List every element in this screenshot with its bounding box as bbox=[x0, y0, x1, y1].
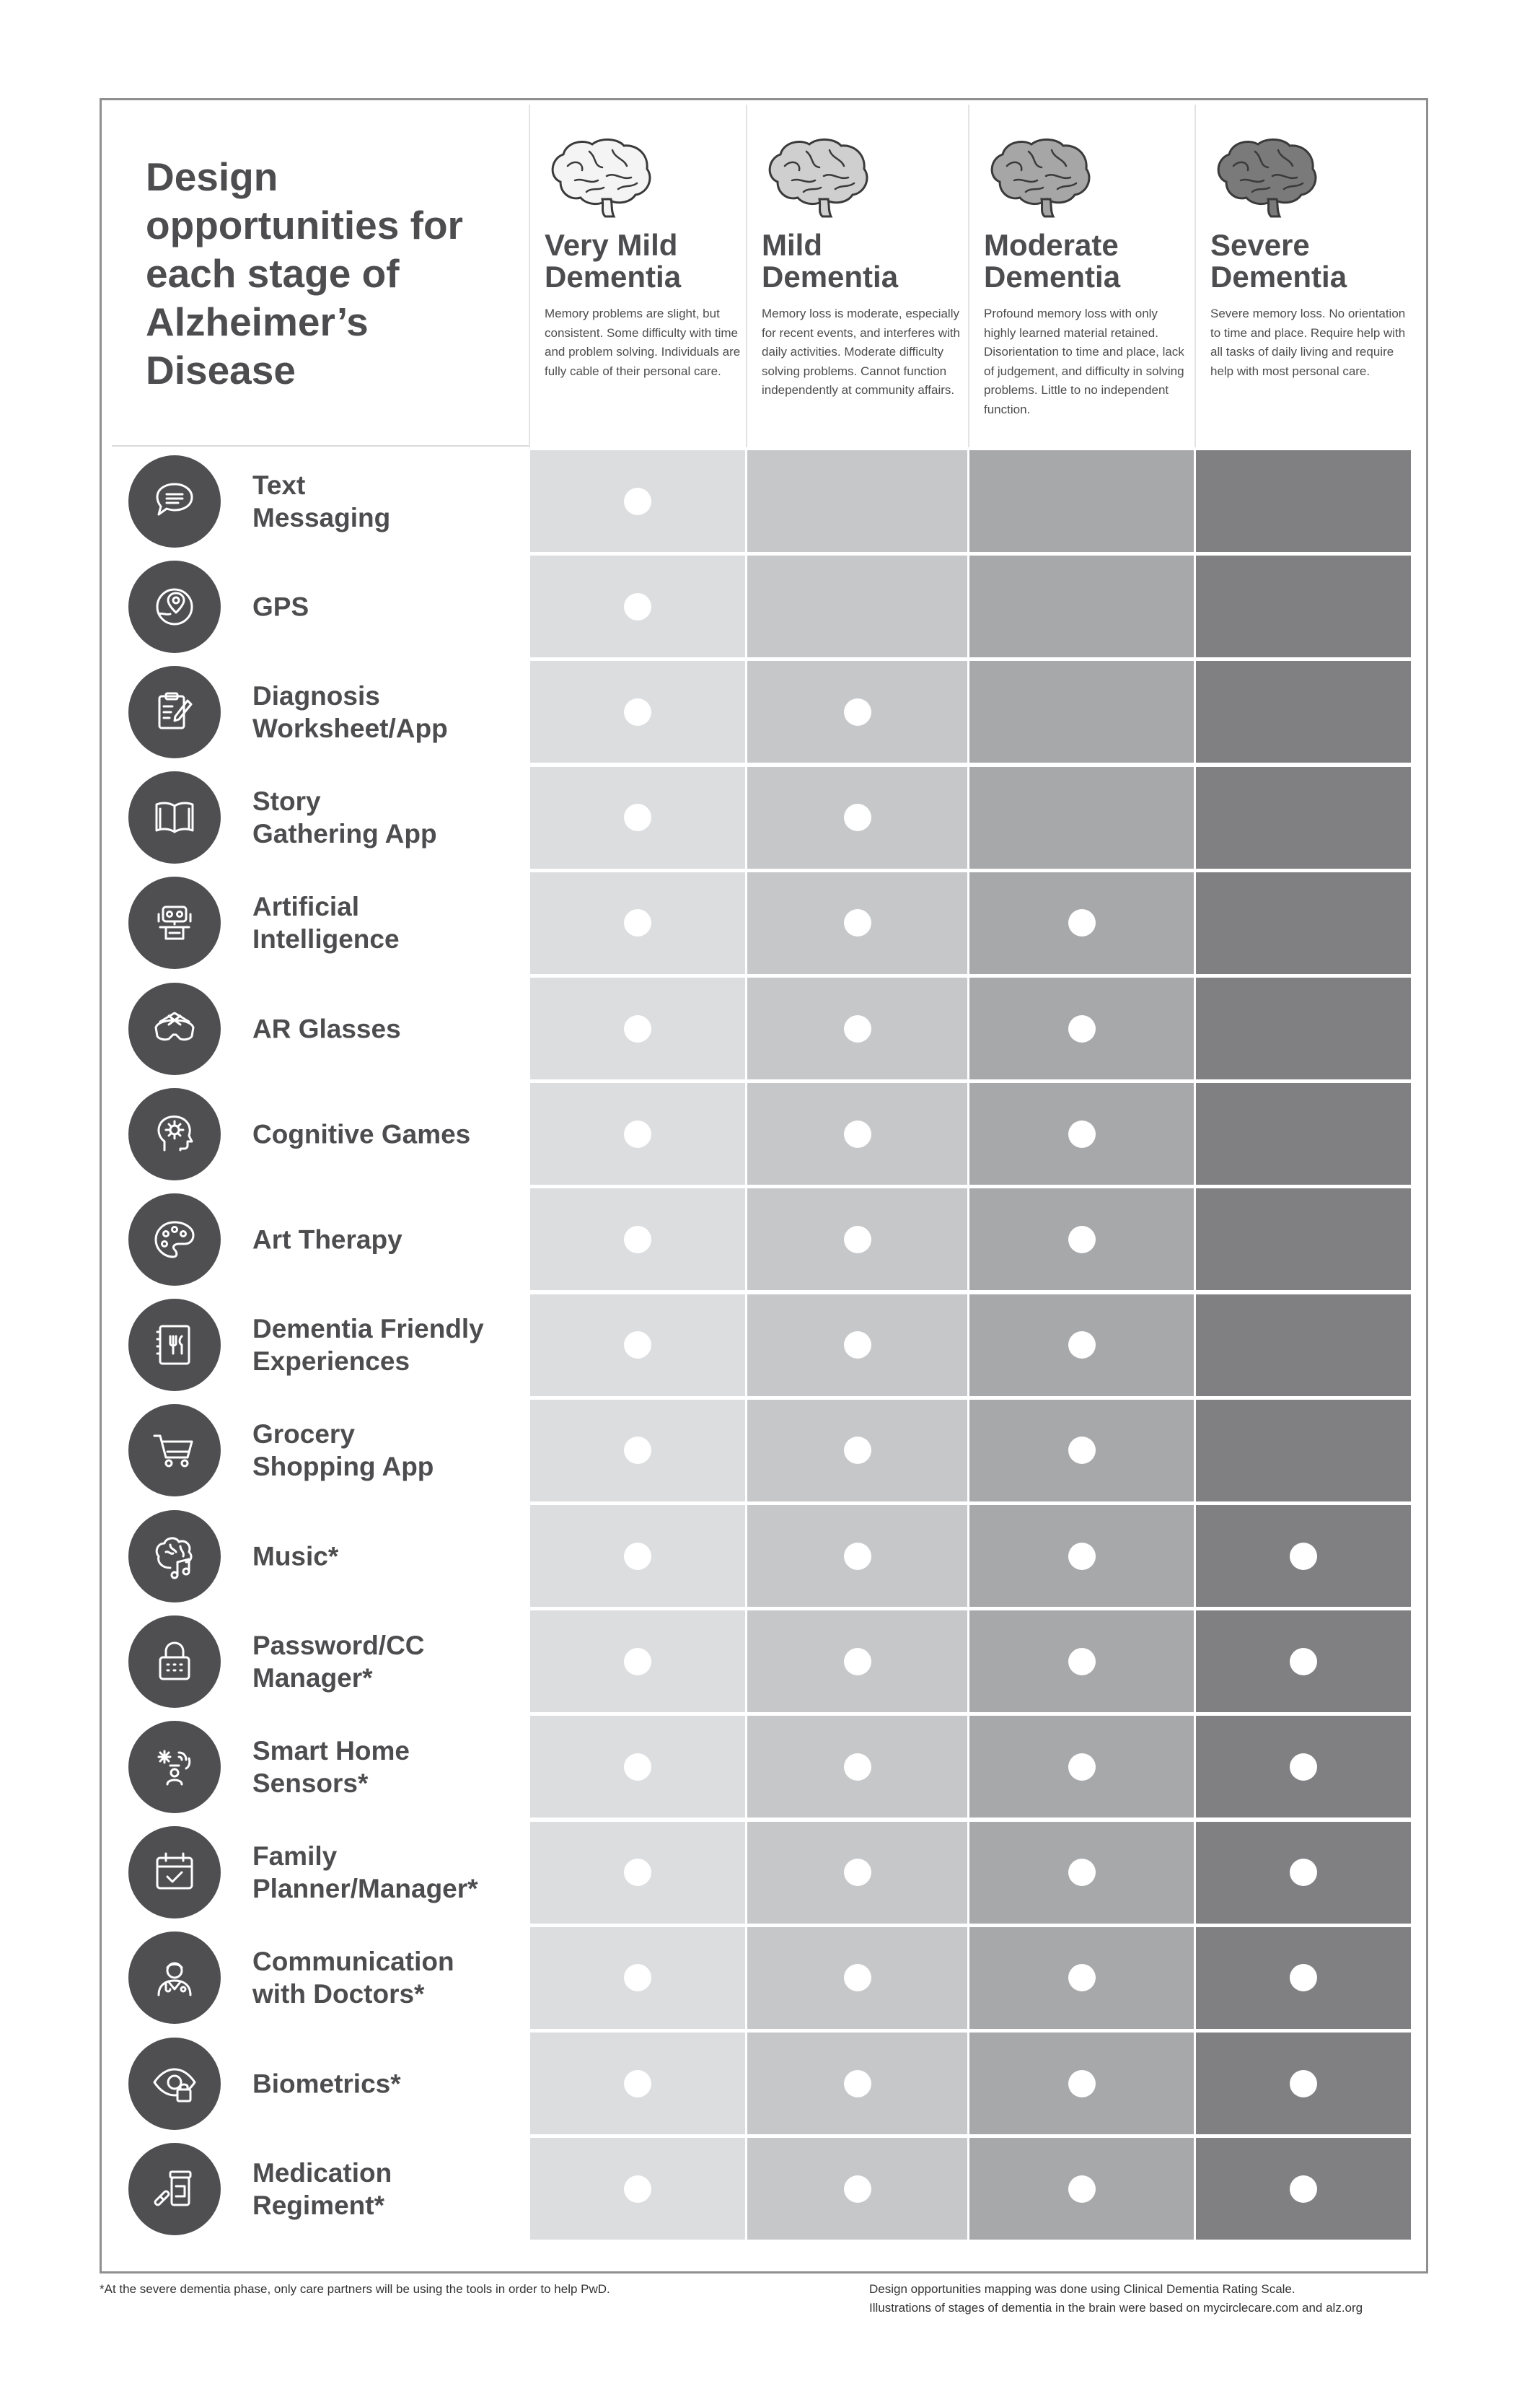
feature-icon-badge bbox=[128, 1193, 221, 1286]
eye-lock-icon bbox=[149, 2058, 201, 2110]
brain-icon bbox=[1212, 137, 1320, 218]
matrix-cell bbox=[1196, 1716, 1411, 1817]
applicable-dot bbox=[844, 1543, 871, 1570]
column-divider bbox=[1194, 105, 1196, 447]
feature-label: GPS bbox=[252, 592, 309, 622]
stage-description: Memory problems are slight, but consistent. Some difficulty with time and problem solving. Individuals are fully cable of their personal care. bbox=[545, 307, 741, 378]
robot-icon bbox=[149, 897, 201, 949]
matrix-cell bbox=[1196, 872, 1411, 974]
applicable-dot bbox=[1068, 2175, 1096, 2203]
applicable-dot bbox=[844, 2070, 871, 2097]
matrix-cell bbox=[1196, 767, 1411, 869]
applicable-dot bbox=[624, 2070, 651, 2097]
feature-icon-badge bbox=[128, 1088, 221, 1180]
applicable-dot bbox=[844, 1437, 871, 1464]
applicable-dot bbox=[844, 909, 871, 937]
matrix-cell bbox=[530, 872, 745, 974]
feature-label: Diagnosis Worksheet/App bbox=[252, 680, 448, 743]
shopping-cart-icon bbox=[149, 1424, 201, 1476]
feature-label: Communication with Doctors* bbox=[252, 1947, 454, 2009]
applicable-dot bbox=[1290, 1648, 1317, 1675]
feature-icon-badge bbox=[128, 561, 221, 653]
matrix-cell bbox=[747, 1822, 967, 1924]
matrix-cell bbox=[747, 1505, 967, 1607]
feature-label: Text Messaging bbox=[252, 470, 391, 532]
feature-icon-badge bbox=[128, 2038, 221, 2130]
applicable-dot bbox=[624, 1226, 651, 1253]
applicable-dot bbox=[624, 1437, 651, 1464]
matrix-cell bbox=[530, 1927, 745, 2029]
feature-label: Music* bbox=[252, 1541, 339, 1571]
feature-label: Story Gathering App bbox=[252, 786, 437, 849]
sensor-icon bbox=[149, 1741, 201, 1793]
matrix-cell bbox=[747, 1188, 967, 1290]
matrix-cell bbox=[969, 1294, 1194, 1396]
stage-name: Moderate Dementia bbox=[984, 228, 1121, 294]
matrix-cell bbox=[747, 1716, 967, 1817]
matrix-cell bbox=[530, 2033, 745, 2134]
matrix-cell bbox=[747, 978, 967, 1079]
applicable-dot bbox=[844, 1331, 871, 1359]
applicable-dot bbox=[624, 698, 651, 726]
matrix-cell bbox=[1196, 556, 1411, 657]
matrix-cell bbox=[530, 1822, 745, 1924]
feature-icon-badge bbox=[128, 983, 221, 1075]
applicable-dot bbox=[844, 1121, 871, 1148]
head-gear-icon bbox=[149, 1108, 201, 1160]
stage-description: Memory loss is moderate, especially for recent events, and interferes with daily activities. Moderate difficulty solving problems. Cannot function independently at community affairs. bbox=[762, 307, 960, 397]
matrix-cell bbox=[747, 661, 967, 763]
stage-name: Mild Dementia bbox=[762, 228, 899, 294]
matrix-cell bbox=[747, 450, 967, 552]
matrix-cell bbox=[747, 1083, 967, 1185]
matrix-cell bbox=[969, 661, 1194, 763]
matrix-cell bbox=[1196, 1927, 1411, 2029]
applicable-dot bbox=[1068, 1543, 1096, 1570]
applicable-dot bbox=[844, 2175, 871, 2203]
matrix-cell bbox=[530, 1505, 745, 1607]
matrix-cell bbox=[530, 1188, 745, 1290]
applicable-dot bbox=[1068, 1437, 1096, 1464]
column-divider bbox=[529, 105, 530, 447]
feature-icon-badge bbox=[128, 1299, 221, 1391]
stage-name: Severe Dementia bbox=[1210, 228, 1347, 294]
feature-label: Dementia Friendly Experiences bbox=[252, 1314, 484, 1377]
feature-icon-badge bbox=[128, 2143, 221, 2235]
matrix-cell bbox=[1196, 1822, 1411, 1924]
ar-glasses-icon bbox=[149, 1003, 201, 1055]
matrix-cell bbox=[1196, 2138, 1411, 2240]
matrix-cell bbox=[747, 1400, 967, 1501]
matrix-cell bbox=[747, 767, 967, 869]
matrix-cell bbox=[969, 2138, 1194, 2240]
matrix-cell bbox=[1196, 1505, 1411, 1607]
matrix-cell bbox=[747, 2033, 967, 2134]
doctor-icon bbox=[149, 1952, 201, 2004]
applicable-dot bbox=[624, 593, 651, 621]
matrix-cell bbox=[530, 978, 745, 1079]
applicable-dot bbox=[844, 1753, 871, 1781]
matrix-cell bbox=[530, 661, 745, 763]
matrix-cell bbox=[969, 978, 1194, 1079]
applicable-dot bbox=[844, 804, 871, 831]
footnote-source-1: Design opportunities mapping was done using Clinical Dementia Rating Scale. bbox=[869, 2282, 1295, 2296]
feature-label: Grocery Shopping App bbox=[252, 1419, 434, 1482]
brain-music-icon bbox=[149, 1530, 201, 1582]
applicable-dot bbox=[1068, 1648, 1096, 1675]
applicable-dot bbox=[1290, 1543, 1317, 1570]
feature-icon-badge bbox=[128, 877, 221, 969]
matrix-cell bbox=[969, 1822, 1194, 1924]
feature-label: AR Glasses bbox=[252, 1014, 401, 1043]
matrix-cell bbox=[1196, 978, 1411, 1079]
applicable-dot bbox=[624, 1859, 651, 1886]
applicable-dot bbox=[624, 909, 651, 937]
matrix-cell bbox=[1196, 2033, 1411, 2134]
feature-icon-badge bbox=[128, 1721, 221, 1813]
matrix-cell bbox=[530, 1716, 745, 1817]
applicable-dot bbox=[1290, 1753, 1317, 1781]
matrix-cell bbox=[530, 2138, 745, 2240]
matrix-cell bbox=[969, 1188, 1194, 1290]
applicable-dot bbox=[624, 1015, 651, 1043]
feature-icon-badge bbox=[128, 1404, 221, 1496]
matrix-cell bbox=[969, 1505, 1194, 1607]
feature-icon-badge bbox=[128, 666, 221, 758]
footnote-severe-phase: *At the severe dementia phase, only care partners will be using the tools in order to help PwD. bbox=[100, 2282, 610, 2296]
applicable-dot bbox=[1068, 1753, 1096, 1781]
applicable-dot bbox=[624, 804, 651, 831]
applicable-dot bbox=[844, 1964, 871, 1991]
matrix-cell bbox=[530, 1400, 745, 1501]
matrix-cell bbox=[530, 1294, 745, 1396]
brain-icon bbox=[546, 137, 654, 218]
stage-description: Severe memory loss. No orientation to time and place. Require help with all tasks of daily living and require help with most personal care. bbox=[1210, 307, 1406, 378]
brain-icon bbox=[985, 137, 1094, 218]
matrix-cell bbox=[530, 1083, 745, 1185]
matrix-cell bbox=[969, 556, 1194, 657]
matrix-cell bbox=[1196, 450, 1411, 552]
pill-bottle-icon bbox=[149, 2163, 201, 2215]
applicable-dot bbox=[1290, 1964, 1317, 1991]
applicable-dot bbox=[624, 1964, 651, 1991]
matrix-cell bbox=[969, 872, 1194, 974]
feature-icon-badge bbox=[128, 455, 221, 548]
footnote-source-2: Illustrations of stages of dementia in the brain were based on mycirclecare.com and alz.org bbox=[869, 2301, 1363, 2315]
feature-icon-badge bbox=[128, 771, 221, 864]
palette-icon bbox=[149, 1214, 201, 1266]
matrix-cell bbox=[747, 2138, 967, 2240]
feature-label: Artificial Intelligence bbox=[252, 892, 400, 955]
feature-icon-badge bbox=[128, 1931, 221, 2024]
feature-label: Medication Regiment* bbox=[252, 2157, 392, 2220]
applicable-dot bbox=[1068, 909, 1096, 937]
applicable-dot bbox=[624, 1753, 651, 1781]
matrix-cell bbox=[530, 767, 745, 869]
matrix-cell bbox=[747, 1294, 967, 1396]
matrix-cell bbox=[1196, 1188, 1411, 1290]
applicable-dot bbox=[1068, 1859, 1096, 1886]
applicable-dot bbox=[844, 1226, 871, 1253]
applicable-dot bbox=[1068, 1964, 1096, 1991]
matrix-cell bbox=[1196, 1400, 1411, 1501]
map-pin-icon bbox=[149, 581, 201, 633]
applicable-dot bbox=[624, 1121, 651, 1148]
applicable-dot bbox=[844, 698, 871, 726]
open-book-icon bbox=[149, 792, 201, 843]
page-title: Design opportunities for each stage of Alzheimer’s Disease bbox=[146, 154, 463, 393]
applicable-dot bbox=[624, 488, 651, 515]
header-divider bbox=[112, 445, 530, 447]
stage-name: Very Mild Dementia bbox=[545, 228, 682, 294]
padlock-icon bbox=[149, 1636, 201, 1688]
feature-icon-badge bbox=[128, 1510, 221, 1602]
applicable-dot bbox=[1068, 1121, 1096, 1148]
matrix-cell bbox=[1196, 1610, 1411, 1712]
applicable-dot bbox=[844, 1648, 871, 1675]
feature-label: Password/CC Manager* bbox=[252, 1630, 425, 1693]
applicable-dot bbox=[624, 1543, 651, 1570]
matrix-cell bbox=[530, 450, 745, 552]
matrix-cell bbox=[747, 556, 967, 657]
matrix-cell bbox=[530, 556, 745, 657]
matrix-cell bbox=[969, 1083, 1194, 1185]
applicable-dot bbox=[1068, 1226, 1096, 1253]
matrix-cell bbox=[747, 872, 967, 974]
applicable-dot bbox=[1068, 1331, 1096, 1359]
applicable-dot bbox=[624, 1648, 651, 1675]
matrix-cell bbox=[969, 1610, 1194, 1712]
applicable-dot bbox=[624, 2175, 651, 2203]
matrix-cell bbox=[530, 1610, 745, 1712]
feature-icon-badge bbox=[128, 1615, 221, 1708]
applicable-dot bbox=[1068, 2070, 1096, 2097]
matrix-cell bbox=[969, 2033, 1194, 2134]
applicable-dot bbox=[1068, 1015, 1096, 1043]
calendar-check-icon bbox=[149, 1846, 201, 1898]
matrix-cell bbox=[969, 1716, 1194, 1817]
feature-label: Family Planner/Manager* bbox=[252, 1841, 478, 1904]
feature-label: Smart Home Sensors* bbox=[252, 1735, 410, 1798]
matrix-cell bbox=[969, 1400, 1194, 1501]
matrix-cell bbox=[747, 1927, 967, 2029]
matrix-cell bbox=[747, 1610, 967, 1712]
applicable-dot bbox=[844, 1859, 871, 1886]
applicable-dot bbox=[1290, 2070, 1317, 2097]
feature-label: Cognitive Games bbox=[252, 1119, 471, 1149]
menu-book-icon bbox=[149, 1319, 201, 1371]
matrix-cell bbox=[969, 1927, 1194, 2029]
applicable-dot bbox=[1290, 1859, 1317, 1886]
chat-bubble-icon bbox=[149, 475, 201, 527]
matrix-cell bbox=[1196, 661, 1411, 763]
matrix-cell bbox=[1196, 1294, 1411, 1396]
stage-description: Profound memory loss with only highly learned material retained. Disorientation to time and place, lack of judgement, and difficulty in solving problems. Little to no independent function. bbox=[984, 307, 1184, 416]
feature-icon-badge bbox=[128, 1826, 221, 1919]
feature-label: Art Therapy bbox=[252, 1224, 402, 1255]
applicable-dot bbox=[1290, 2175, 1317, 2203]
matrix-cell bbox=[969, 450, 1194, 552]
matrix-cell bbox=[969, 767, 1194, 869]
brain-icon bbox=[763, 137, 871, 218]
clipboard-pencil-icon bbox=[149, 686, 201, 738]
applicable-dot bbox=[844, 1015, 871, 1043]
applicable-dot bbox=[624, 1331, 651, 1359]
matrix-cell bbox=[1196, 1083, 1411, 1185]
feature-label: Biometrics* bbox=[252, 2069, 401, 2098]
